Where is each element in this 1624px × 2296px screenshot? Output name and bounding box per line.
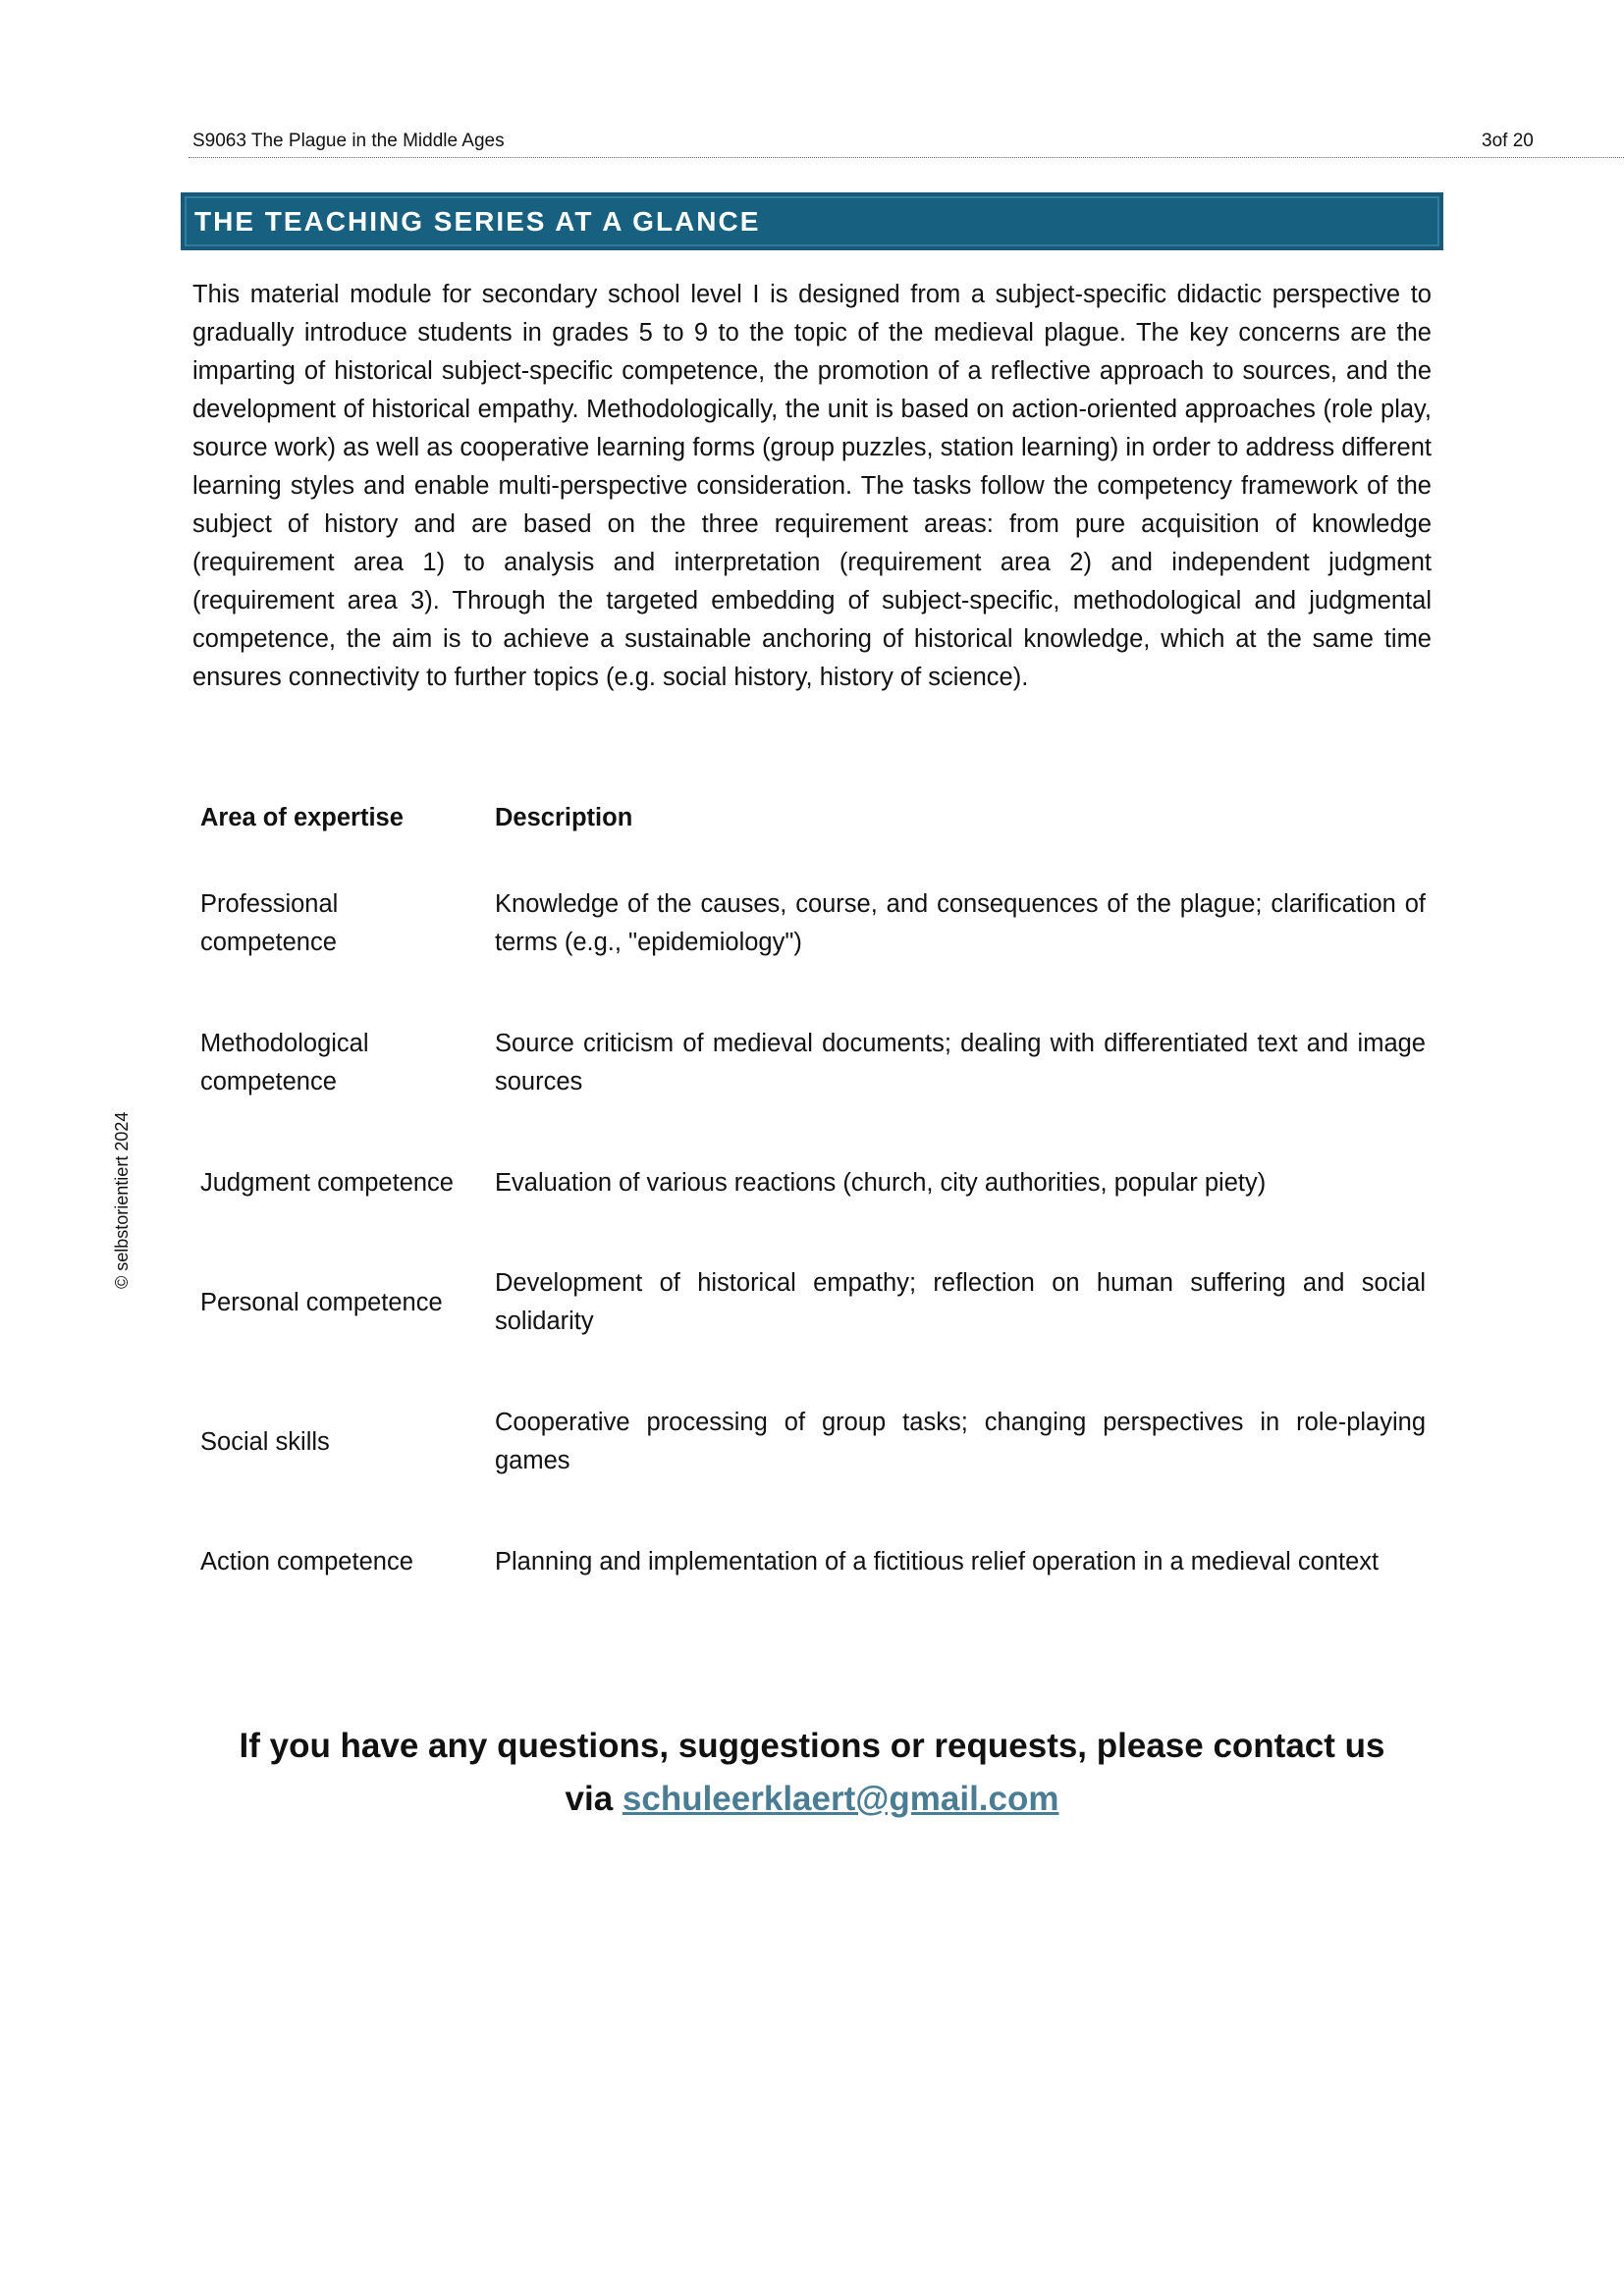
area-cell: Professional competence [200,890,339,956]
area-cell: Personal competence [200,1288,443,1316]
table-row [192,1372,1434,1512]
area-cell: Social skills [200,1427,330,1456]
description-cell: Cooperative processing of group tasks; changing perspectives in role-playing games [495,1409,1426,1474]
page-header [189,129,1624,158]
page-number: 3of 20 [1482,131,1534,151]
contact-text: If you have any questions, suggestions or requests, please contact us [239,1727,1385,1765]
document-title: S9063 The Plague in the Middle Ages [192,131,505,151]
area-cell: Action competence [200,1547,413,1575]
column-header-description: Description [495,804,633,831]
area-cell: Methodological competence [200,1030,369,1095]
section-banner [181,192,1443,250]
table-header-row [192,785,1434,854]
table-row [192,1233,1434,1372]
contact-notice [147,1720,1477,1826]
intro-paragraph: This material module for secondary school level I is designed from a subject-specific didactic perspective to gradually introduce students in grades 5 to 9 to the topic of the medieval plague. The key concerns are the imparting of historical subject-specific competence, the promotion of a reflective approach to sources, and the development of historical empathy. Methodologically, the unit is based on action-oriented approaches (role play, source work) as well as cooperative learning forms (group puzzles, station learning) in order to address different learning styles and enable multi-perspective consideration. The tasks follow the competency framework of the subject of history and are based on the three requirement areas: from pure acquisition of knowledge (requirement area 1) to analysis and interpretation (requirement area 2) and independent judgment (requirement area 3). Through the targeted embedding of subject-specific, methodological and judgmental competence, the aim is to achieve a sustainable anchoring of historical knowledge, which at the same time ensures connectivity to further topics (e.g. social history, history of science). [192,281,1432,691]
table-row [192,854,1434,993]
contact-via: via [565,1780,614,1818]
area-cell: Judgment competence [200,1168,454,1197]
competence-table [192,785,1434,1612]
description-cell: Development of historical empathy; reflection on human suffering and social solidarity [495,1269,1426,1335]
description-cell: Planning and implementation of a fictitious relief operation in a medieval context [495,1547,1380,1575]
description-cell: Source criticism of medieval documents; dealing with differentiated text and image sources [495,1030,1426,1095]
table-row [192,1512,1434,1612]
contact-email-link[interactable]: schuleerklaert@gmail.com [622,1780,1059,1818]
description-cell: Knowledge of the causes, course, and consequences of the plague; clarification of terms (e.g., "epidemiology") [495,890,1426,956]
description-cell: Evaluation of various reactions (church, city authorities, popular piety) [495,1168,1267,1197]
section-title: THE TEACHING SERIES AT A GLANCE [194,206,761,237]
table-row [192,1133,1434,1233]
copyright-notice: © selbstorientiert 2024 [112,1111,132,1289]
column-header-area: Area of expertise [200,804,404,831]
table-row [192,993,1434,1133]
